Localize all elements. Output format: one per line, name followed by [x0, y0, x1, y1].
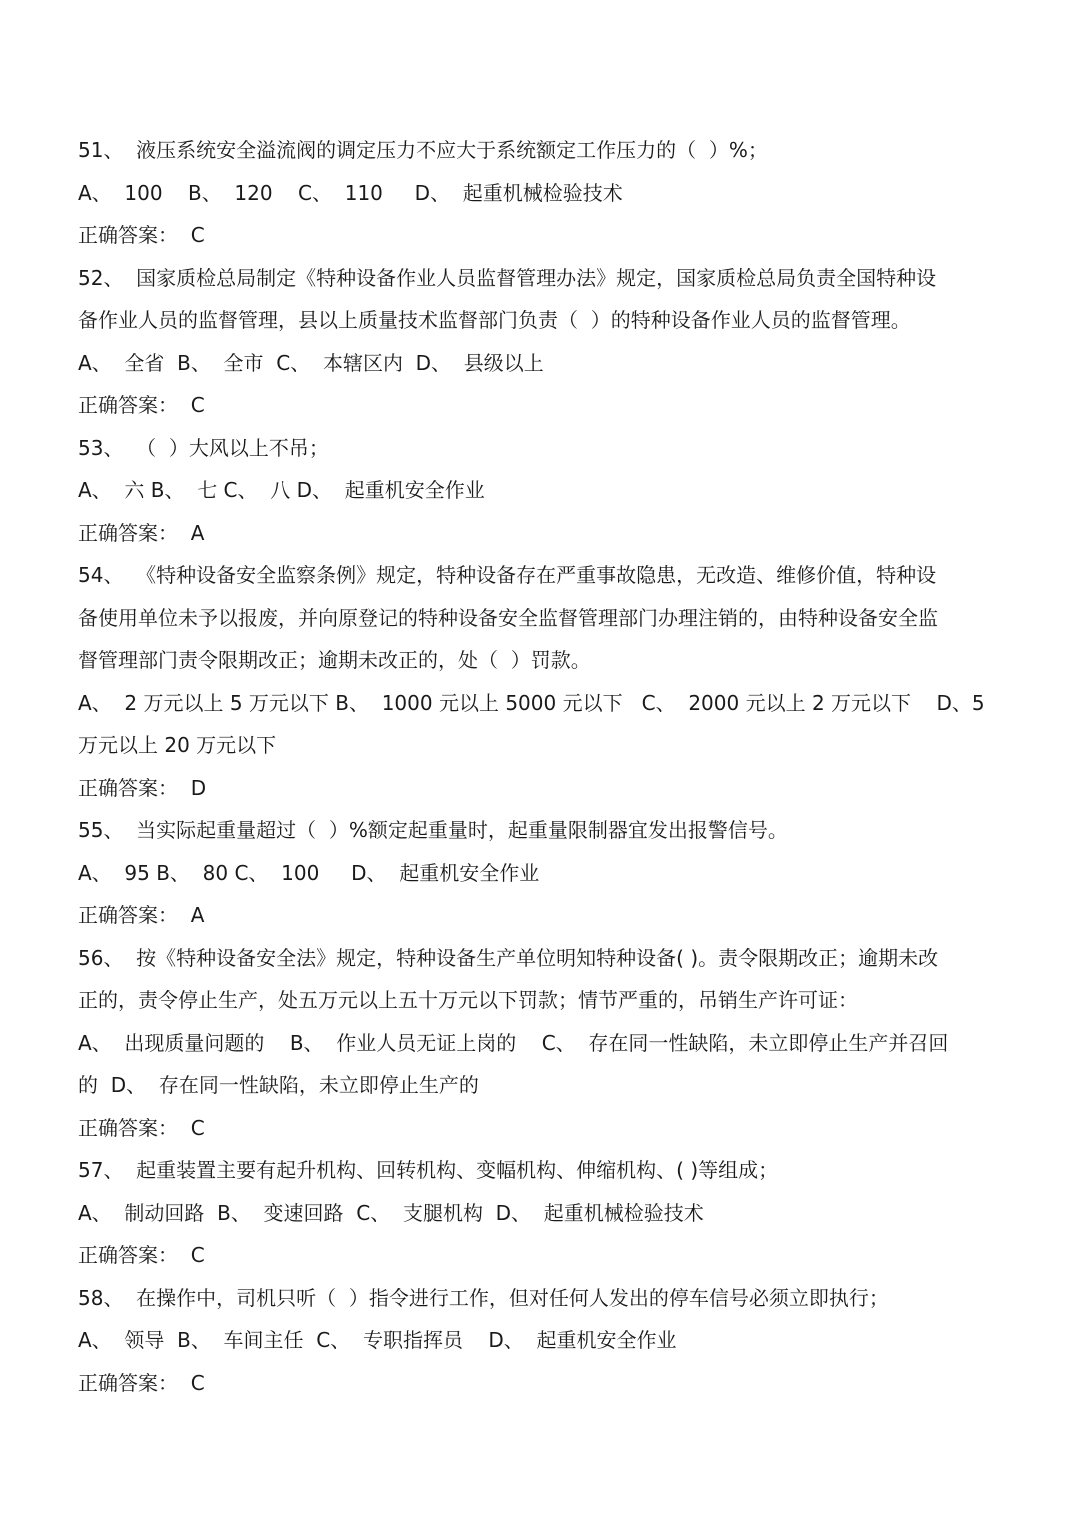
q56-options-cont: 的 D、 存在同一性缺陷，未立即停止生产的: [78, 1073, 479, 1097]
q54-text: 54、 《特种设备安全监察条例》规定，特种设备存在严重事故隐患，无改造、维修价值，特种设: [78, 563, 937, 587]
q57-options: A、 制动回路 B、 变速回路 C、 支腿机构 D、 起重机械检验技术: [78, 1200, 704, 1225]
q55-answer: 正确答案： A: [78, 903, 205, 927]
q52-options: A、 全省 B、 全市 C、 本辖区内 D、 县级以上: [78, 350, 544, 375]
q53-answer: 正确答案： A: [78, 520, 205, 545]
q51-answer: 正确答案： C: [78, 223, 205, 247]
q52-answer: 正确答案： C: [78, 393, 205, 417]
q56-answer: 正确答案： C: [78, 1115, 205, 1140]
q55-text: 55、 当实际起重量超过（ ）%额定起重量时，起重量限制器宜发出报警信号。: [78, 818, 788, 842]
q57-text: 57、 起重装置主要有起升机构、回转机构、变幅机构、伸缩机构、( )等组成；: [78, 1158, 779, 1182]
q54-answer: 正确答案： D: [78, 775, 207, 800]
q56-text-cont: 正的，责令停止生产，处五万元以上五十万元以下罚款；情节严重的，吊销生产许可证：: [78, 988, 858, 1012]
document-body: [78, 129, 1006, 1404]
q58-options: A、 领导 B、 车间主任 C、 专职指挥员 D、 起重机安全作业: [78, 1328, 677, 1352]
q54-text-cont1: 备使用单位未予以报废，并向原登记的特种设备安全监督管理部门办理注销的，由特种设备安全监: [78, 605, 938, 630]
q52-text: 52、 国家质检总局制定《特种设备作业人员监督管理办法》规定，国家质检总局负责全国特种设: [78, 265, 937, 290]
q58-answer: 正确答案： C: [78, 1370, 205, 1395]
q53-text: 53、 （ ）大风以上不吊；: [78, 435, 329, 460]
q51-options: A、 100 B、 120 C、 110 D、 起重机械检验技术: [78, 180, 623, 205]
q51-text: 51、 液压系统安全溢流阀的调定压力不应大于系统额定工作压力的（ ）%；: [78, 138, 768, 162]
q54-options: A、 2 万元以上 5 万元以下 B、 1000 元以上 5000 元以下 C、 2000 元以上 2 万元以下 D、5: [78, 690, 985, 715]
q58-text: 58、 在操作中，司机只听（ ）指令进行工作，但对任何人发出的停车信号必须立即执行；: [78, 1285, 889, 1310]
q57-answer: 正确答案： C: [78, 1243, 205, 1267]
q55-options: A、 95 B、 80 C、 100 D、 起重机安全作业: [78, 860, 540, 885]
q54-text-cont2: 督管理部门责令限期改正；逾期未改正的，处（ ）罚款。: [78, 648, 591, 672]
q56-options: A、 出现质量问题的 B、 作业人员无证上岗的 C、 存在同一性缺陷，未立即停止生产并召回: [78, 1030, 949, 1055]
q53-options: A、 六 B、 七 C、 八 D、 起重机安全作业: [78, 478, 485, 502]
q54-options-cont: 万元以上 20 万元以下: [78, 733, 277, 757]
q56-text: 56、 按《特种设备安全法》规定，特种设备生产单位明知特种设备( )。责令限期改正；逾期未改: [78, 945, 939, 970]
q52-text-cont: 备作业人员的监督管理，县以上质量技术监督部门负责（ ）的特种设备作业人员的监督管理。: [78, 308, 911, 332]
